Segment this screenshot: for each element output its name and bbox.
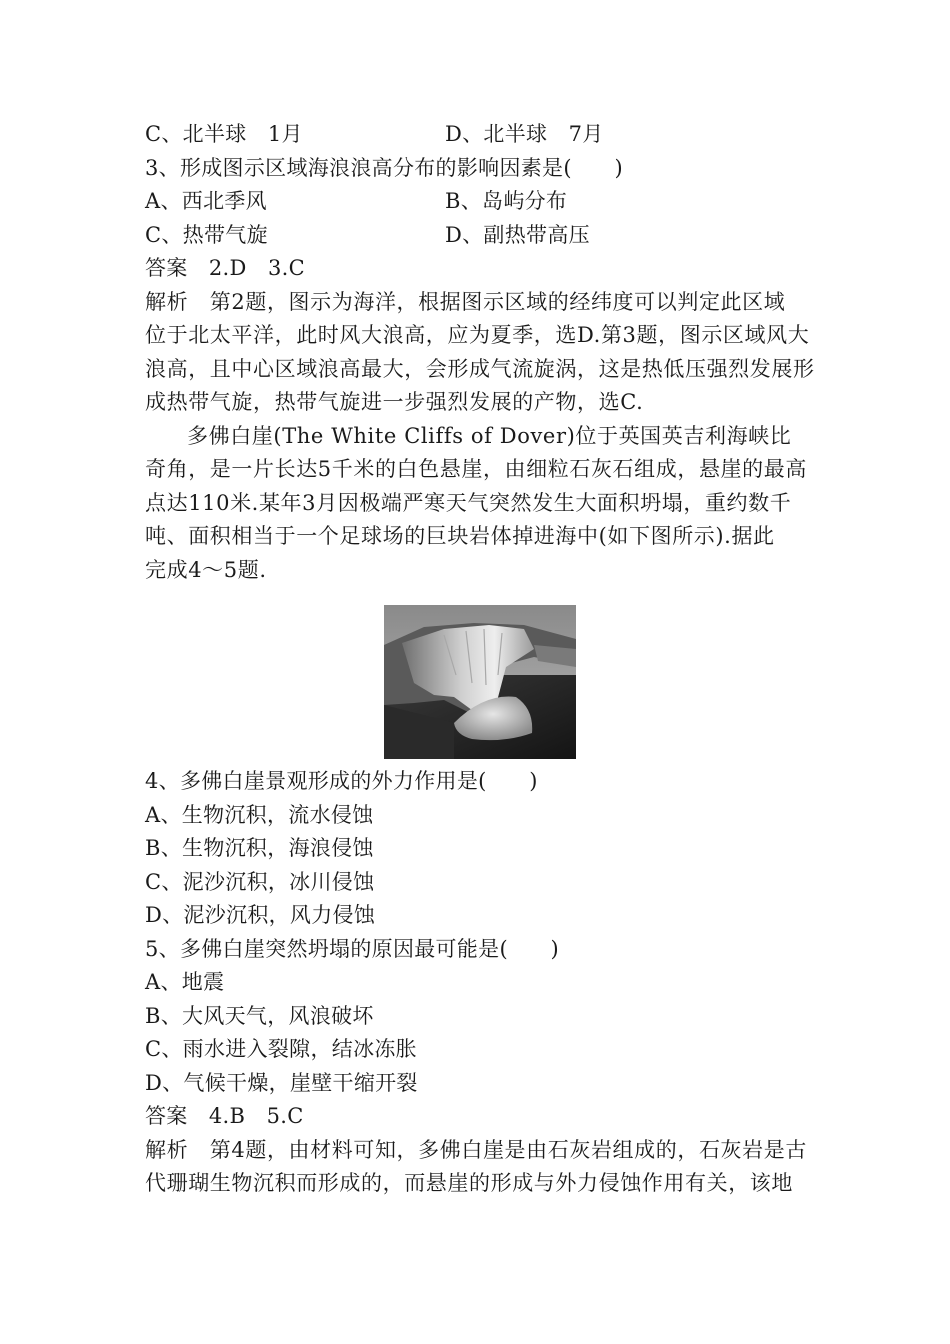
q2-option-c: C、北半球 1月: [145, 122, 303, 146]
analysis-line: 代珊瑚生物沉积而形成的，而悬崖的形成与外力侵蚀作用有关，该地: [145, 1171, 793, 1195]
analysis-line: 解析 第4题，由材料可知，多佛白崖是由石灰岩组成的，石灰岩是古: [145, 1137, 807, 1162]
material-line: 吨、面积相当于一个足球场的巨块岩体掉进海中(如下图所示).据此: [145, 524, 775, 548]
material-paragraph: [145, 420, 815, 588]
document-page: [145, 118, 815, 1201]
q2-option-d: D、北半球 7月: [445, 122, 604, 146]
q5-option-d: D、气候干燥，崖壁干缩开裂: [145, 1070, 418, 1095]
q3-options-row-1: [145, 185, 815, 219]
q3-option-c: C、热带气旋: [145, 222, 268, 247]
analysis-line: 浪高，且中心区域浪高最大，会形成气流旋涡，这是热低压强烈发展形: [145, 356, 815, 381]
q3-option-a: A、西北季风: [145, 189, 267, 213]
q4-option-a: A、生物沉积，流水侵蚀: [145, 802, 374, 827]
answer-4-5: 答案 4.B 5.C: [145, 1104, 304, 1128]
q5-stem: 5、多佛白崖突然坍塌的原因最可能是( ): [145, 936, 560, 961]
white-cliffs-photo: [384, 605, 576, 759]
q3-option-b: B、岛屿分布: [445, 189, 568, 213]
material-line: 奇角，是一片长达5千米的白色悬崖，由细粒石灰石组成，悬崖的最高: [145, 457, 807, 481]
q5-option-b: B、大风天气，风浪破坏: [145, 1003, 374, 1028]
q5-option-c: C、雨水进入裂隙，结冰冻胀: [145, 1037, 417, 1061]
material-line: 点达110米.某年3月因极端严寒天气突然发生大面积坍塌，重约数千: [145, 490, 792, 515]
analysis-4-5: [145, 1134, 815, 1201]
figure-container: [145, 587, 815, 765]
q4-option-d: D、泥沙沉积，风力侵蚀: [145, 903, 376, 927]
material-line: 完成4～5题.: [145, 557, 267, 582]
q4-stem: 4、多佛白崖景观形成的外力作用是( ): [145, 769, 538, 793]
q5-option-a: A、地震: [145, 970, 225, 994]
q2-options-row: [145, 118, 815, 152]
q3-options-row-2: [145, 219, 815, 253]
analysis-line: 位于北太平洋，此时风大浪高，应为夏季，选D.第3题，图示区域风大: [145, 323, 810, 347]
analysis-line: 解析 第2题，图示为海洋，根据图示区域的经纬度可以判定此区域: [145, 289, 786, 314]
q3-option-d: D、副热带高压: [445, 222, 590, 247]
material-line: 多佛白崖(The White Cliffs of Dover)位于英国英吉利海峡比: [187, 423, 792, 448]
q4-option-b: B、生物沉积，海浪侵蚀: [145, 836, 374, 860]
q4-option-c: C、泥沙沉积，冰川侵蚀: [145, 869, 375, 894]
analysis-line: 成热带气旋，热带气旋进一步强烈发展的产物，选C.: [145, 390, 644, 414]
answer-2-3: 答案 2.D 3.C: [145, 256, 305, 280]
analysis-2-3: [145, 286, 815, 420]
q3-stem: 3、形成图示区域海浪浪高分布的影响因素是( ): [145, 155, 623, 180]
